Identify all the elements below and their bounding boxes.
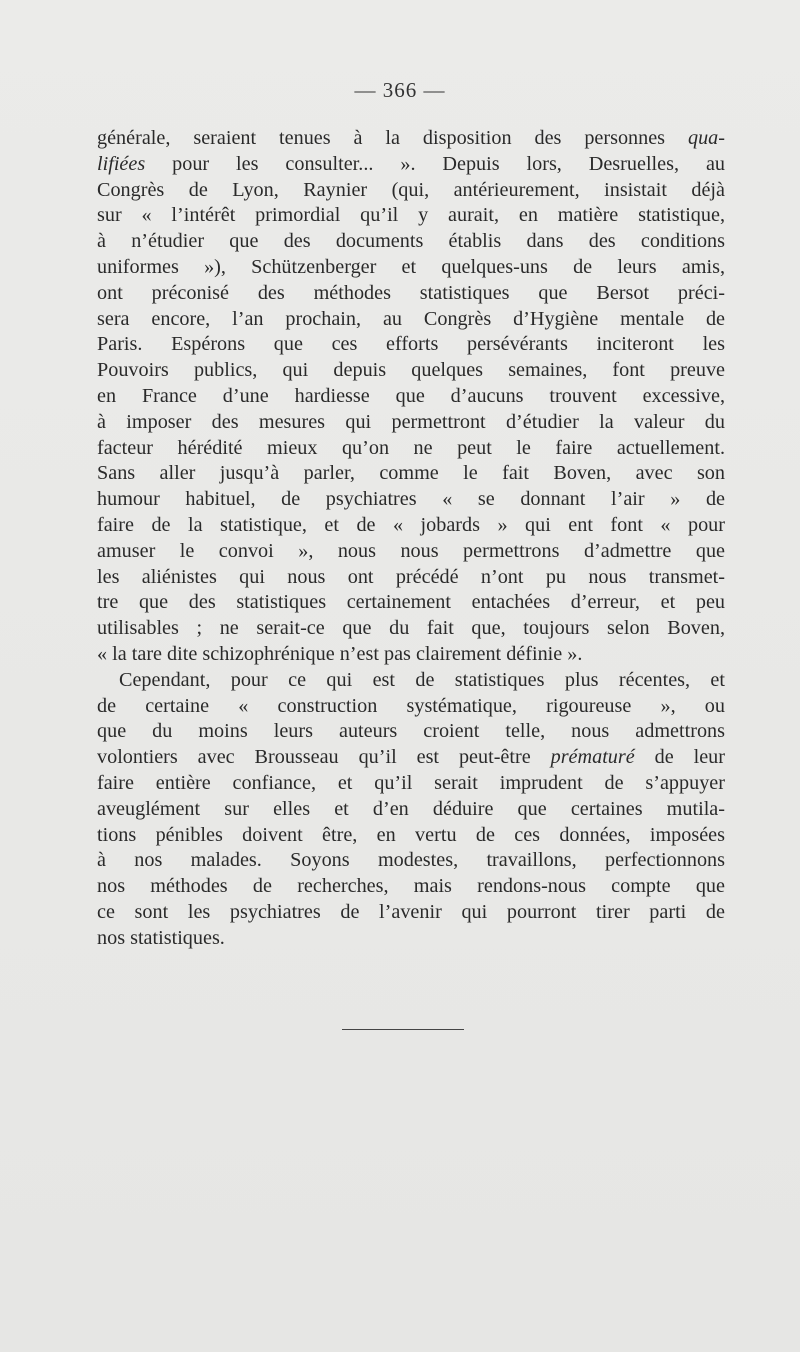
text-line: tre que des statistiques certainement entachées d’erreur, et peu xyxy=(97,591,725,614)
text-line: que du moins leurs auteurs croient telle, nous admettrons xyxy=(97,720,725,743)
page-number: — 366 — xyxy=(354,78,446,102)
text-line: faire entière confiance, et qu’il serait imprudent de s’appuyer xyxy=(97,771,725,794)
text-line: ce sont les psychiatres de l’avenir qui pourront tirer parti de xyxy=(97,900,725,923)
text-line: à n’étudier que des documents établis dans des conditions xyxy=(97,230,725,253)
text-line: Cependant, pour ce qui est de statistiques plus récentes, et xyxy=(119,668,725,691)
text-line: faire de la statistique, et de « jobards » qui ent font « pour xyxy=(97,513,725,536)
text-line: générale, seraient tenues à la disposition des personnes qua- xyxy=(97,127,725,149)
text-line: aveuglément sur elles et d’en déduire que certaines mutila- xyxy=(97,797,725,820)
text-line: nos statistiques. xyxy=(97,926,225,949)
body-text xyxy=(97,126,725,952)
text-line: Congrès de Lyon, Raynier (qui, antérieurement, insistait déjà xyxy=(97,178,725,201)
text-line: à nos malades. Soyons modestes, travaillons, perfectionnons xyxy=(97,849,725,872)
text-line: en France d’une hardiesse que d’aucuns trouvent excessive, xyxy=(97,384,725,407)
text-line: à imposer des mesures qui permettront d’étudier la valeur du xyxy=(97,410,725,433)
text-line: tions pénibles doivent être, en vertu de ces données, imposées xyxy=(97,823,725,846)
text-line: utilisables ; ne serait-ce que du fait que, toujours selon Boven, xyxy=(97,617,725,640)
text-line: volontiers avec Brousseau qu’il est peut-être prématuré de leur xyxy=(97,746,725,769)
text-line: humour habituel, de psychiatres « se donnant l’air » de xyxy=(97,488,725,511)
section-divider xyxy=(342,1029,464,1030)
text-line: lifiées pour les consulter... ». Depuis lors, Desruelles, au xyxy=(97,152,725,175)
text-line: Pouvoirs publics, qui depuis quelques semaines, font preuve xyxy=(97,359,725,382)
text-line: de certaine « construction systématique, rigoureuse », ou xyxy=(97,694,725,717)
text-line: ont préconisé des méthodes statistiques que Bersot préci- xyxy=(97,281,725,304)
text-line: facteur hérédité mieux qu’on ne peut le faire actuellement. xyxy=(97,436,725,459)
text-line: sera encore, l’an prochain, au Congrès d’Hygiène mentale de xyxy=(97,307,725,330)
text-line: « la tare dite schizophrénique n’est pas clairement définie ». xyxy=(97,642,583,665)
text-line: amuser le convoi », nous nous permettrons d’admettre que xyxy=(97,539,725,562)
text-line: uniformes »), Schützenberger et quelques-uns de leurs amis, xyxy=(97,255,725,278)
text-line: Paris. Espérons que ces efforts persévérants inciteront les xyxy=(97,333,725,356)
text-line: les aliénistes qui nous ont précédé n’ont pu nous transmet- xyxy=(97,565,725,588)
text-line: nos méthodes de recherches, mais rendons-nous compte que xyxy=(97,875,725,898)
text-line: sur « l’intérêt primordial qu’il y aurait, en matière statistique, xyxy=(97,204,725,227)
text-line: Sans aller jusqu’à parler, comme le fait Boven, avec son xyxy=(97,462,725,485)
